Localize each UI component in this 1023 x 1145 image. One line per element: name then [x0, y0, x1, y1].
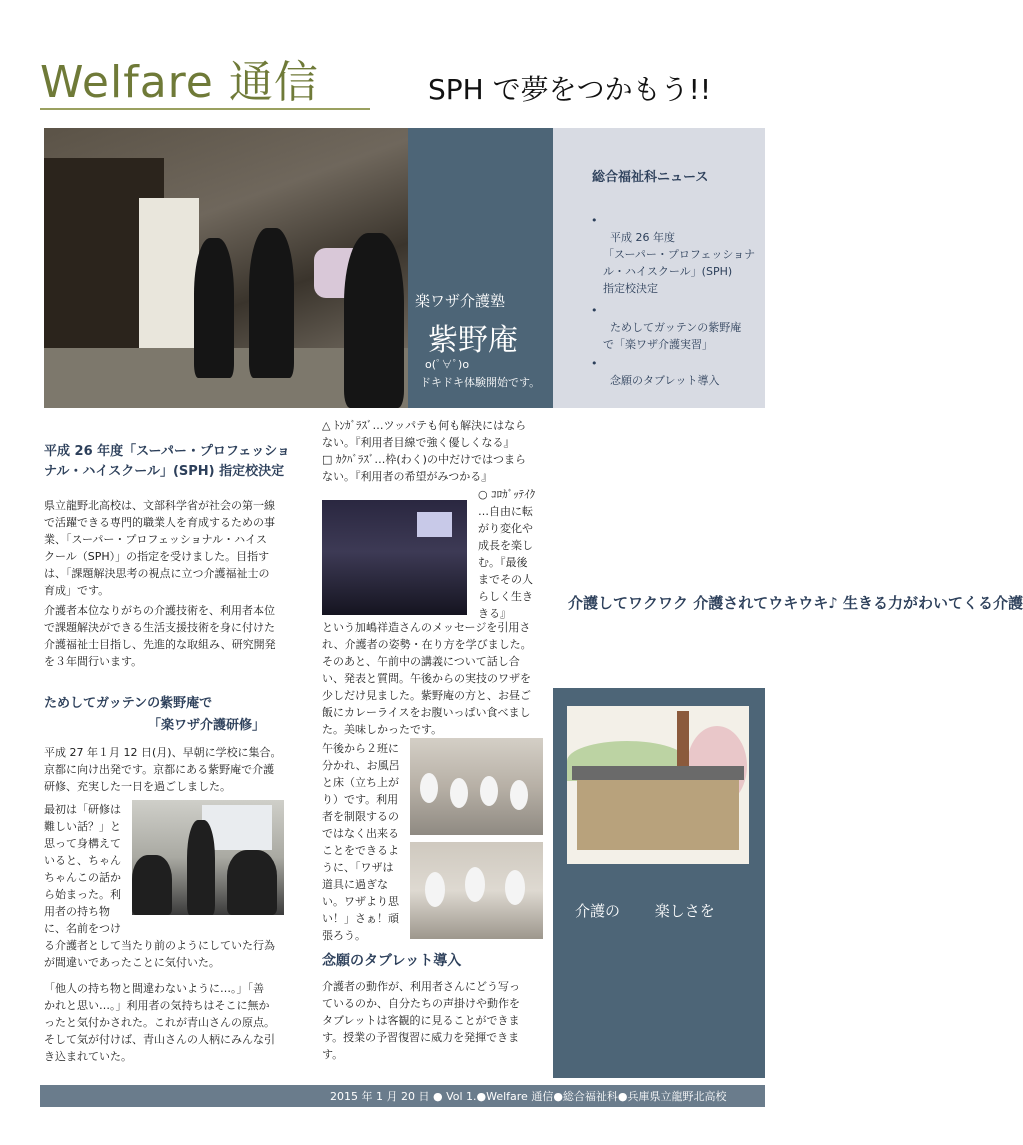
section-training-paragraph: 「他人の持ち物と間違わないように…。」「善 かれと思い…。」利用者の気持ちはそこに無か ったと気付かされた。これが青山さんの原点。 そして気が付けば、青山さんの人柄にみんな引 き込まれていた。	[44, 982, 275, 1063]
sketch-house-front	[577, 780, 739, 850]
section-training-subtitle: 「楽ワザ介護研修」	[148, 718, 266, 733]
section-sph-paragraph: 介護者本位なりがちの介護技術を、利用者本位 で課題解決ができる生活支援技術を身に付けた 介護福祉士目指し、先進的な取組み、研究開発 を３年間行います。	[44, 604, 276, 668]
masthead-underline	[40, 108, 370, 110]
news-item	[591, 355, 720, 389]
section-training-paragraph: 平成 27 年１月 12 日(月)、早朝に学校に集合。 京都に向け出発です。京都にある紫野庵で介護 研修、充実した一日を過ごしました。	[44, 746, 282, 793]
sketch-pagoda	[677, 711, 689, 771]
photo-noren-curtain	[139, 198, 199, 368]
photo-projector-screen	[417, 512, 452, 537]
news-item	[591, 212, 756, 297]
bullet-icon: •	[591, 304, 598, 317]
photo-person	[227, 850, 277, 915]
middle-paragraph: ○ ｺﾛｶﾞｯﾃｲｸ …自由に転 がり変化や 成長を楽し む。『最後 までその人 らしく生き きる』	[478, 488, 536, 620]
photo-person	[425, 872, 445, 907]
photo-practice-session	[410, 842, 543, 939]
middle-paragraph: 午後から２班に 分かれ、お風呂 と床（立ち上が り）です。利用 者を制限するの ではなく出来る ことをできるよ うに、「ワザは 道具に過ぎな い。ワザより思 い！」さぁ！頑 張ろう。	[322, 742, 400, 942]
masthead-title: Welfare 通信	[40, 57, 319, 108]
caption-place-name: 紫野庵	[428, 323, 518, 358]
caption-juku-name: 楽ワザ介護塾	[415, 292, 506, 310]
photo-person	[480, 776, 498, 806]
photo-person	[132, 855, 172, 915]
footer-text: 2015 年 1 月 20 日 ● Vol 1.●Welfare 通信●総合福祉科●兵庫県立龍野北高校	[330, 1090, 727, 1103]
photo-person	[510, 780, 528, 810]
photo-lecture-room	[132, 800, 284, 915]
photo-person	[344, 233, 404, 408]
headline-slogan: SPH で夢をつかもう!!	[428, 73, 712, 106]
section-training-title: ためしてガッテンの紫野庵で	[44, 696, 213, 711]
news-item-text: 念願のタブレット導入	[610, 374, 720, 387]
bullet-icon: •	[591, 357, 598, 370]
bullet-icon: •	[591, 214, 598, 227]
sketch-roof	[572, 766, 744, 780]
middle-paragraph: という加嶋祥造さんのメッセージを引用さ れ、介護者の姿勢・在り方を学びました。 そのあと、午前中の講義について話し合 い、発表と質問。午後からの実技のワザを 少しだけ見ました。紫野庵の方と、お昼ご 飯にカレーライスをお腹いっぱい食べまし た。美味しかったです。	[322, 621, 532, 736]
section-tablet-title: 念願のタブレット導入	[322, 953, 462, 969]
photo-person	[420, 773, 438, 803]
middle-paragraph: △ ﾄﾝｶﾞﾗｽﾞ…ツッパテも何も解決にはなら ない。『利用者目線で強く優しくなる』 □ ｶｸﾊﾞﾗｽﾞ…枠(わく)の中だけではつまら ない。『利用者の希望がみつかる』	[322, 419, 527, 483]
news-title: 総合福祉科ニュース	[592, 170, 709, 185]
side-quote: 介護の 楽しさを 伝えたい	[575, 902, 840, 920]
section-tablet-paragraph: 介護者の動作が、利用者さんにどう写っ ているのか、自分たちの声掛けや動作を タブレットは客観的に見ることができま す。授業の予習復習に威力を発揮できま す。	[322, 980, 520, 1061]
sketch-illustration	[567, 706, 749, 864]
news-item	[591, 302, 742, 353]
section-training-paragraph: る介護者として当たり前のようにしていた行為 が間違いであったことに気付いた。	[44, 939, 275, 969]
photo-person	[505, 870, 525, 905]
photo-person	[249, 228, 294, 378]
caption-subtext: ドキドキ体験開始です。	[420, 376, 541, 389]
section-sph-paragraph: 県立龍野北高校は、文部科学省が社会の第一線 で活躍できる専門的職業人を育成するための事 業、「スーパー・プロフェッショナル・ハイス クール（SPH）」の指定を受けました。目指す は、「課題解決思考の視点に立つ介護福祉士の 育成」です。	[44, 499, 275, 597]
photo-lecture-hall	[322, 500, 467, 615]
caption-emoticon: o(ﾟ∀ﾟ)o	[425, 358, 470, 371]
news-item-text: 平成 26 年度 「スーパー・プロフェッショナ ル・ハイスクール」(SPH) 指定校決定	[603, 231, 756, 295]
news-item-text: ためしてガッテンの紫野庵 で「楽ワザ介護実習」	[603, 321, 742, 351]
section-sph-title: 平成 26 年度「スーパー・プロフェッショ ナル・ハイスクール」(SPH) 指定校決定	[44, 444, 290, 479]
photo-person	[465, 867, 485, 902]
section-training-paragraph: 最初は「研修は 難しい話？」と 思って身構えて いると、ちゃん ちゃんこの話か ら始まった。利 用者の持ち物 に、名前をつけ	[44, 803, 121, 935]
photo-person	[187, 820, 215, 915]
photo-practice-session	[410, 738, 543, 835]
photo-person	[450, 778, 468, 808]
photo-person	[194, 238, 234, 378]
side-slogan: 介護してワクワク 介護されてウキウキ♪ 生きる力がわいてくる介護	[568, 594, 1023, 612]
photo-shino-an-entrance	[44, 128, 409, 408]
